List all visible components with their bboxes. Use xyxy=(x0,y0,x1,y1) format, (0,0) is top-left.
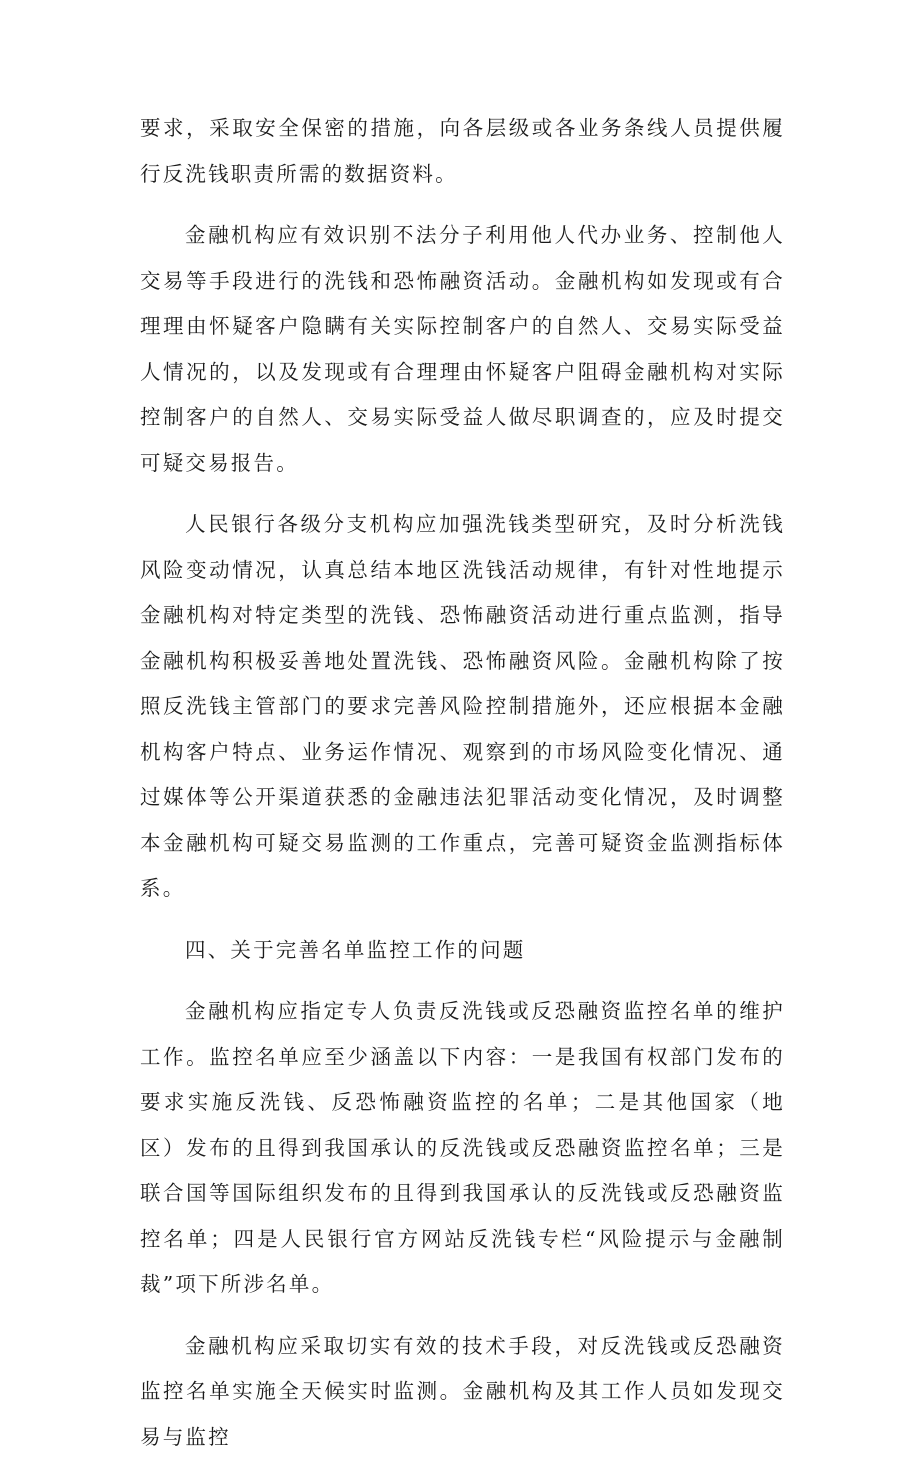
paragraph-monitoring-list-maintenance: 金融机构应指定专人负责反洗钱或反恐融资监控名单的维护工作。监控名单应至少涵盖以下内容：一是我国有权部门发布的要求实施反洗钱、反恐怖融资监控的名单；二是其他国家（地区）发布的且得到我国承认的反洗钱或反恐融资监控名单；三是联合国等国际组织发布的且得到我国承认的反洗钱或反恐融资监控名单；四是人民银行官方网站反洗钱专栏“风险提示与金融制裁”项下所涉名单。 xyxy=(140,999,785,1296)
paragraph-realtime-monitoring: 金融机构应采取切实有效的技术手段，对反洗钱或反恐融资监控名单实施全天候实时监测。金融机构及其工作人员如发现交易与监控 xyxy=(140,1333,785,1449)
paragraph-continuation: 要求，采取安全保密的措施，向各层级或各业务条线人员提供履行反洗钱职责所需的数据资料。 xyxy=(140,116,785,186)
paragraph-pboc-branches: 人民银行各级分支机构应加强洗钱类型研究，及时分析洗钱风险变动情况，认真总结本地区洗钱活动规律，有针对性地提示金融机构对特定类型的洗钱、恐怖融资活动进行重点监测，指导金融机构积极妥善地处置洗钱、恐怖融资风险。金融机构除了按照反洗钱主管部门的要求完善风险控制措施外，还应根据本金融机构客户特点、业务运作情况、观察到的市场风险变化情况、通过媒体等公开渠道获悉的金融违法犯罪活动变化情况，及时调整本金融机构可疑交易监测的工作重点，完善可疑资金监测指标体系。 xyxy=(140,512,785,900)
paragraph-identify-laundering: 金融机构应有效识别不法分子利用他人代办业务、控制他人交易等手段进行的洗钱和恐怖融资活动。金融机构如发现或有合理理由怀疑客户隐瞒有关实际控制客户的自然人、交易实际受益人情况的，以及发现或有合理理由怀疑客户阻碍金融机构对实际控制客户的自然人、交易实际受益人做尽职调查的，应及时提交可疑交易报告。 xyxy=(140,223,785,475)
section-heading-list-monitoring: 四、关于完善名单监控工作的问题 xyxy=(185,937,526,962)
document-body xyxy=(140,106,785,1476)
